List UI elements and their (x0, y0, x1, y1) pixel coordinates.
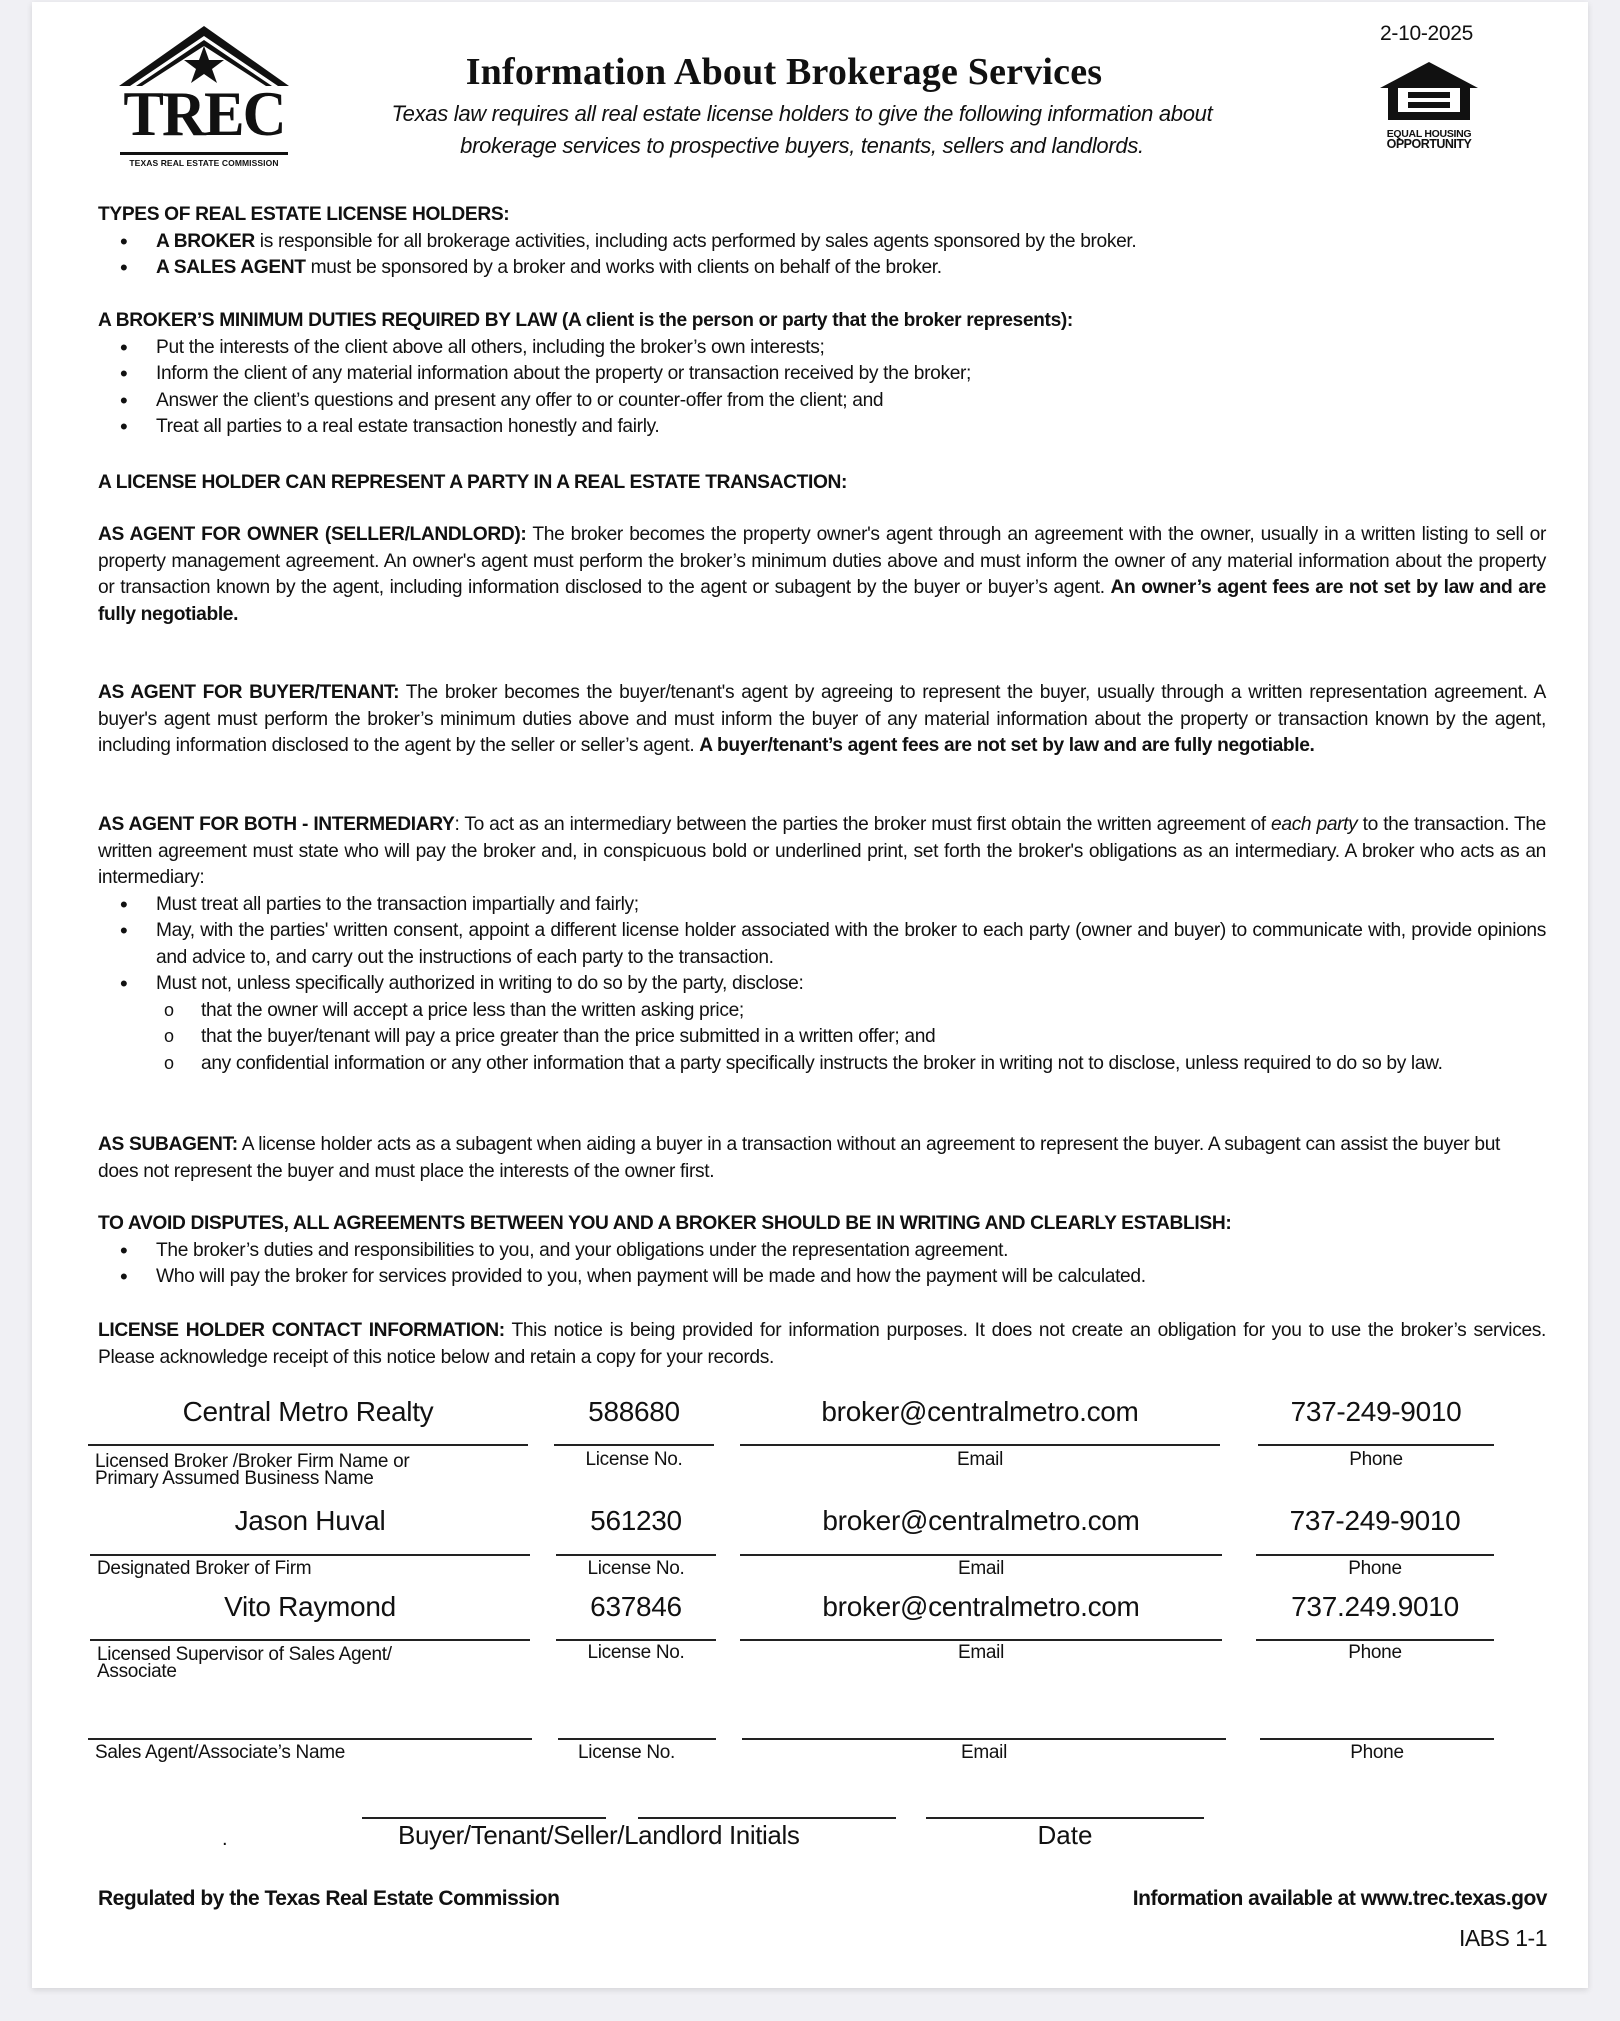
license-caption: License No. (587, 1558, 685, 1579)
buyer-fees-note: A buyer/tenant’s agent fees are not set by law and are fully negotiable. (699, 735, 1315, 756)
signature-line (558, 1738, 716, 1740)
section-buyer: AS AGENT FOR BUYER/TENANT: The broker becomes the buyer/tenant's agent by agreeing to represent the buyer, usually through a written representation agreement. A buyer's agent must perform the broker’s minimum duties above and must inform the buyer of any material information about the property or transaction known by the agent, including information disclosed to the agent by the seller or seller’s agent. A buyer/tenant’s agent fees are not set by law and are fully negotiable. (98, 682, 1546, 756)
intermediary-list (98, 892, 1546, 998)
intermediary-label: AS AGENT FOR BOTH - INTERMEDIARY (98, 814, 455, 835)
eho-line-1: EQUAL HOUSING (1386, 128, 1472, 140)
types-item: • A BROKER is responsible for all brokerage activities, including acts performed by sales agents sponsored by the broker. (98, 229, 1548, 256)
license-caption: License No. (585, 1449, 683, 1470)
types-item: • A SALES AGENT must be sponsored by a broker and works with clients on behalf of the broker. (98, 255, 1548, 282)
signature-line (90, 1639, 530, 1641)
signature-line (740, 1639, 1222, 1641)
section-contact: LICENSE HOLDER CONTACT INFORMATION: This notice is being provided for information purposes. It does not create an obligation for you to use the broker’s services. Please acknowledge receipt of this notice below and retain a copy for your records. (98, 1320, 1547, 1368)
sales-agent-email-field[interactable] (742, 1690, 1226, 1720)
signature-line (1260, 1738, 1494, 1740)
date-line[interactable] (926, 1817, 1204, 1819)
broker-firm-caption: Licensed Broker /Broker Firm Name or Primary Assumed Business Name (95, 1451, 410, 1489)
email-caption: Email (956, 1449, 1003, 1470)
disputes-item: • The broker’s duties and responsibilities to you, and your obligations under the representation agreement. (98, 1238, 1548, 1265)
signature-line (740, 1444, 1220, 1446)
duties-list (98, 335, 1548, 441)
designated-broker-phone-field[interactable]: 737-249-9010 (1289, 1505, 1461, 1536)
duties-item: • Answer the client’s questions and present any offer to or counter-offer from the client; and (98, 388, 1548, 415)
signature-line (554, 1444, 714, 1446)
initials-line-2[interactable] (638, 1817, 896, 1819)
intermediary-subitem: o that the buyer/tenant will pay a price greater than the price submitted in a written offer; and (98, 1024, 1500, 1051)
license-caption: License No. (578, 1742, 676, 1763)
signature-line (556, 1554, 716, 1556)
page-title: Information About Brokerage Services (465, 51, 1103, 93)
disputes-item: • Who will pay the broker for services provided to you, when payment will be made and how the payment will be calculated. (98, 1264, 1548, 1291)
page-subtitle (302, 98, 1302, 162)
trec-logo (114, 24, 294, 172)
section-owner: AS AGENT FOR OWNER (SELLER/LANDLORD): The broker becomes the property owner's agent through an agreement with the owner, usually in a written listing to sell or property management agreement. An owner's agent must perform the broker’s minimum duties above and must inform the owner of any material information about the property or transaction known by the agent, including information disclosed to the agent or subagent by the buyer or buyer’s agent. An owner’s agent fees are not set by law and are fully negotiable. (98, 524, 1547, 625)
represent-heading: A LICENSE HOLDER CAN REPRESENT A PARTY IN A REAL ESTATE TRANSACTION: (98, 472, 848, 493)
intermediary-subitem: o that the owner will accept a price less than the written asking price; (98, 998, 1500, 1025)
section-types (98, 202, 1548, 282)
owner-label: AS AGENT FOR OWNER (SELLER/LANDLORD): (98, 524, 527, 545)
phone-caption: Phone (1350, 1742, 1404, 1763)
form-date: 2-10-2025 (1380, 22, 1474, 45)
disputes-list (98, 1238, 1548, 1291)
section-duties (98, 308, 1548, 441)
supervisor-caption: Licensed Supervisor of Sales Agent/ Associate (97, 1644, 392, 1682)
types-list (98, 229, 1548, 282)
designated-broker-name-field[interactable]: Jason Huval (234, 1505, 386, 1536)
document-page (32, 2, 1588, 1988)
signature-line (742, 1738, 1226, 1740)
duties-heading: A BROKER’S MINIMUM DUTIES REQUIRED BY LAW (A client is the person or party that the broker represents): (98, 310, 1073, 331)
intermediary-item: • Must treat all parties to the transaction impartially and fairly; (98, 892, 1546, 919)
form-id: IABS 1-1 (1458, 1925, 1547, 1951)
supervisor-license-field[interactable]: 637846 (590, 1591, 682, 1622)
signature-line (1258, 1444, 1494, 1446)
subtitle-line-1: Texas law requires all real estate license holders to give the following information about (391, 101, 1213, 126)
email-caption: Email (960, 1742, 1007, 1763)
trec-logo-rule (120, 152, 288, 155)
broker-firm-license-field[interactable]: 588680 (588, 1396, 680, 1427)
designated-broker-caption: Designated Broker of Firm (97, 1558, 312, 1579)
sales-agent-phone-field[interactable] (1260, 1690, 1494, 1720)
email-caption: Email (957, 1642, 1004, 1663)
duties-item: • Inform the client of any material information about the property or transaction received by the broker; (98, 361, 1548, 388)
phone-caption: Phone (1348, 1642, 1402, 1663)
supervisor-email-field[interactable]: broker@centralmetro.com (822, 1591, 1140, 1622)
supervisor-name-field[interactable]: Vito Raymond (224, 1591, 396, 1622)
intermediary-subitem: o any confidential information or any other information that a party specifically instructs the broker in writing not to disclose, unless required to do so by law. (98, 1051, 1500, 1078)
signature-line (740, 1554, 1222, 1556)
subagent-label: AS SUBAGENT: (98, 1134, 238, 1155)
duties-item: • Put the interests of the client above all others, including the broker’s own interests; (98, 335, 1548, 362)
designated-broker-license-field[interactable]: 561230 (590, 1505, 682, 1536)
intermediary-item: • Must not, unless specifically authorized in writing to do so by the party, disclose: (98, 971, 1546, 998)
info-available-text: Information available at www.trec.texas.gov (1132, 1887, 1547, 1910)
equal-housing-logo (1378, 60, 1480, 150)
intermediary-intro: AS AGENT FOR BOTH - INTERMEDIARY: To act as an intermediary between the parties the broker must first obtain the written agreement of each party to the transaction. The written agreement must state who will pay the broker and, in conspicuous bold or underlined print, set forth the broker's obligations as an intermediary. A broker who acts as an intermediary: (98, 814, 1546, 888)
sales-agent-license-field[interactable] (558, 1690, 716, 1720)
section-subagent: AS SUBAGENT: A license holder acts as a subagent when aiding a buyer in a transaction without an agreement to represent the buyer. A subagent can assist the buyer but does not represent the buyer and must place the interests of the owner first. (98, 1134, 1500, 1182)
disputes-heading: TO AVOID DISPUTES, ALL AGREEMENTS BETWEEN YOU AND A BROKER SHOULD BE IN WRITING AND CLEARLY ESTABLISH: (98, 1213, 1232, 1234)
broker-firm-email-field[interactable]: broker@centralmetro.com (821, 1396, 1139, 1427)
phone-caption: Phone (1349, 1449, 1403, 1470)
date-label: Date (1037, 1820, 1093, 1850)
broker-firm-name-field[interactable]: Central Metro Realty (182, 1396, 434, 1427)
sales-agent-name-field[interactable] (88, 1690, 532, 1720)
supervisor-phone-field[interactable]: 737.249.9010 (1291, 1591, 1459, 1622)
sales-agent-caption: Sales Agent/Associate’s Name (95, 1742, 346, 1763)
license-caption: License No. (587, 1642, 685, 1663)
equal-housing-icon (1378, 60, 1480, 122)
stray-dot: . (222, 1828, 228, 1850)
signature-line (90, 1554, 530, 1556)
owner-fees-note: An owner’s agent fees are not set by law and are fully negotiable. (98, 577, 1546, 625)
signature-line (556, 1639, 716, 1641)
signature-line (88, 1738, 532, 1740)
contact-label: LICENSE HOLDER CONTACT INFORMATION: (98, 1320, 505, 1341)
buyer-label: AS AGENT FOR BUYER/TENANT: (98, 682, 400, 703)
broker-firm-phone-field[interactable]: 737-249-9010 (1290, 1396, 1462, 1427)
email-caption: Email (957, 1558, 1004, 1579)
intermediary-item: • May, with the parties' written consent, appoint a different license holder associated with the broker to each party (owner and buyer) to communicate with, provide opinions and advice to, and carry out the instructions of each party to the transaction. (98, 918, 1546, 971)
phone-caption: Phone (1348, 1558, 1402, 1579)
section-disputes (98, 1211, 1548, 1291)
subtitle-line-2: brokerage services to prospective buyers, tenants, sellers and landlords. (460, 133, 1144, 158)
types-heading: TYPES OF REAL ESTATE LICENSE HOLDERS: (98, 204, 510, 225)
trec-logo-caption: TEXAS REAL ESTATE COMMISSION (129, 158, 279, 168)
eho-line-2: OPPORTUNITY (1386, 137, 1472, 151)
initials-label: Buyer/Tenant/Seller/Landlord Initials (398, 1820, 800, 1850)
signature-line (1256, 1554, 1494, 1556)
initials-line-1[interactable] (362, 1817, 606, 1819)
regulated-by-text: Regulated by the Texas Real Estate Commission (98, 1887, 560, 1910)
signature-line (88, 1444, 528, 1446)
duties-item: • Treat all parties to a real estate transaction honestly and fairly. (98, 414, 1548, 441)
signature-line (1256, 1639, 1494, 1641)
intermediary-sublist (98, 998, 1500, 1078)
section-intermediary (98, 812, 1546, 1077)
designated-broker-email-field[interactable]: broker@centralmetro.com (822, 1505, 1140, 1536)
trec-logo-text: TREC (123, 78, 285, 149)
